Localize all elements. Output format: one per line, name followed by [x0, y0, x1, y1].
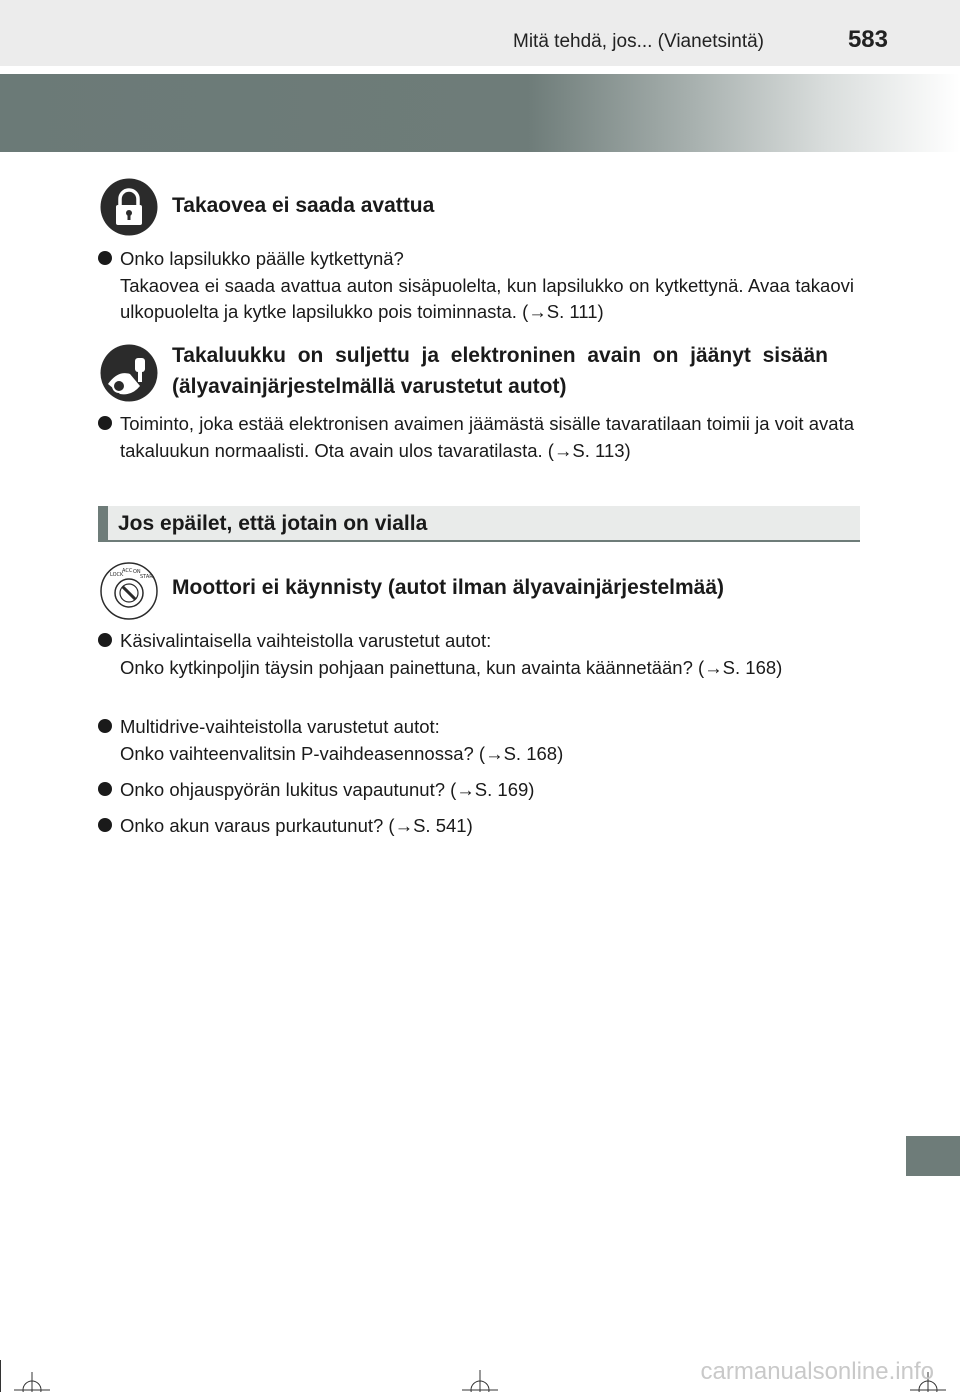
chapter-banner [0, 74, 960, 152]
bullet-text: Toiminto, joka estää elektronisen avaimen jäämästä sisälle tavaratilaan toimii ja voit avata takaluukun normaalisti. Ota avain ulos tavaratilasta. (→S. 113) [120, 413, 854, 461]
bullet-text: Onko kytkinpoljin täysin pohjaan painettuna, kun avainta käännetään? (→S. 168) [120, 656, 783, 678]
bullet-item [120, 411, 854, 464]
chapter-side-tab [906, 1136, 960, 1176]
subsection-heading [98, 506, 860, 542]
subsection-heading-text: Jos epäilet, että jotain on vialla [118, 512, 428, 535]
ignition-label: ON [133, 569, 141, 575]
crop-mark [0, 1360, 1, 1392]
registration-mark-icon [14, 1372, 50, 1392]
bullet-marker [98, 782, 112, 796]
bullet-marker [98, 633, 112, 647]
bullet-item [120, 628, 854, 681]
trunk-key-icon [100, 344, 158, 402]
ignition-label: ACC [122, 568, 133, 574]
bullet-item [120, 714, 854, 767]
bullet-question: Käsivalintaisella vaihteistolla varustetut autot: [120, 630, 492, 651]
bullet-question: Multidrive-vaihteistolla varustetut autot: [120, 716, 440, 737]
ignition-label: START [140, 574, 156, 580]
bullet-text: Onko akun varaus purkautunut? (→S. 541) [120, 815, 473, 836]
watermark: carmanualsonline.info [700, 1358, 934, 1385]
section-trunk-key [100, 340, 860, 404]
bullet-marker [98, 251, 112, 265]
section-title: Moottori ei käynnisty (autot ilman älyavainjärjestelmää) [172, 576, 724, 599]
bullet-marker [98, 719, 112, 733]
section-title: Takaovea ei saada avattua [172, 194, 435, 217]
bullet-item [120, 246, 854, 326]
header-strip [0, 0, 960, 66]
section-title: Takaluukku on suljettu ja elektroninen avain on jäänyt sisään (älyavainjärjestelmällä varustetut autot) [172, 344, 828, 398]
bullet-item [120, 813, 854, 840]
section-rear-door [100, 178, 860, 238]
lock-icon [100, 178, 158, 236]
ignition-switch-icon [100, 562, 158, 620]
section-engine [100, 560, 860, 620]
ignition-label: LOCK [110, 572, 124, 578]
bullet-item [120, 777, 854, 804]
bullet-marker [98, 818, 112, 832]
page-number: 583 [847, 26, 888, 53]
registration-mark-icon [462, 1370, 498, 1392]
bullet-question: Onko lapsilukko päälle kytkettynä? [120, 248, 404, 269]
bullet-text: Onko ohjauspyörän lukitus vapautunut? (→S. 169) [120, 779, 535, 800]
bullet-text: Onko vaihteenvalitsin P-vaihdeasennossa? (→S. 168) [120, 742, 564, 764]
bullet-marker [98, 416, 112, 430]
chapter-title: Mitä tehdä, jos... (Vianetsintä) [513, 31, 764, 52]
bullet-text: Takaovea ei saada avattua auton sisäpuolelta, kun lapsilukko on kytkettynä. Avaa takaovi ulkopuolelta ja kytke lapsilukko pois toiminnasta. (→S. 111) [120, 274, 854, 322]
